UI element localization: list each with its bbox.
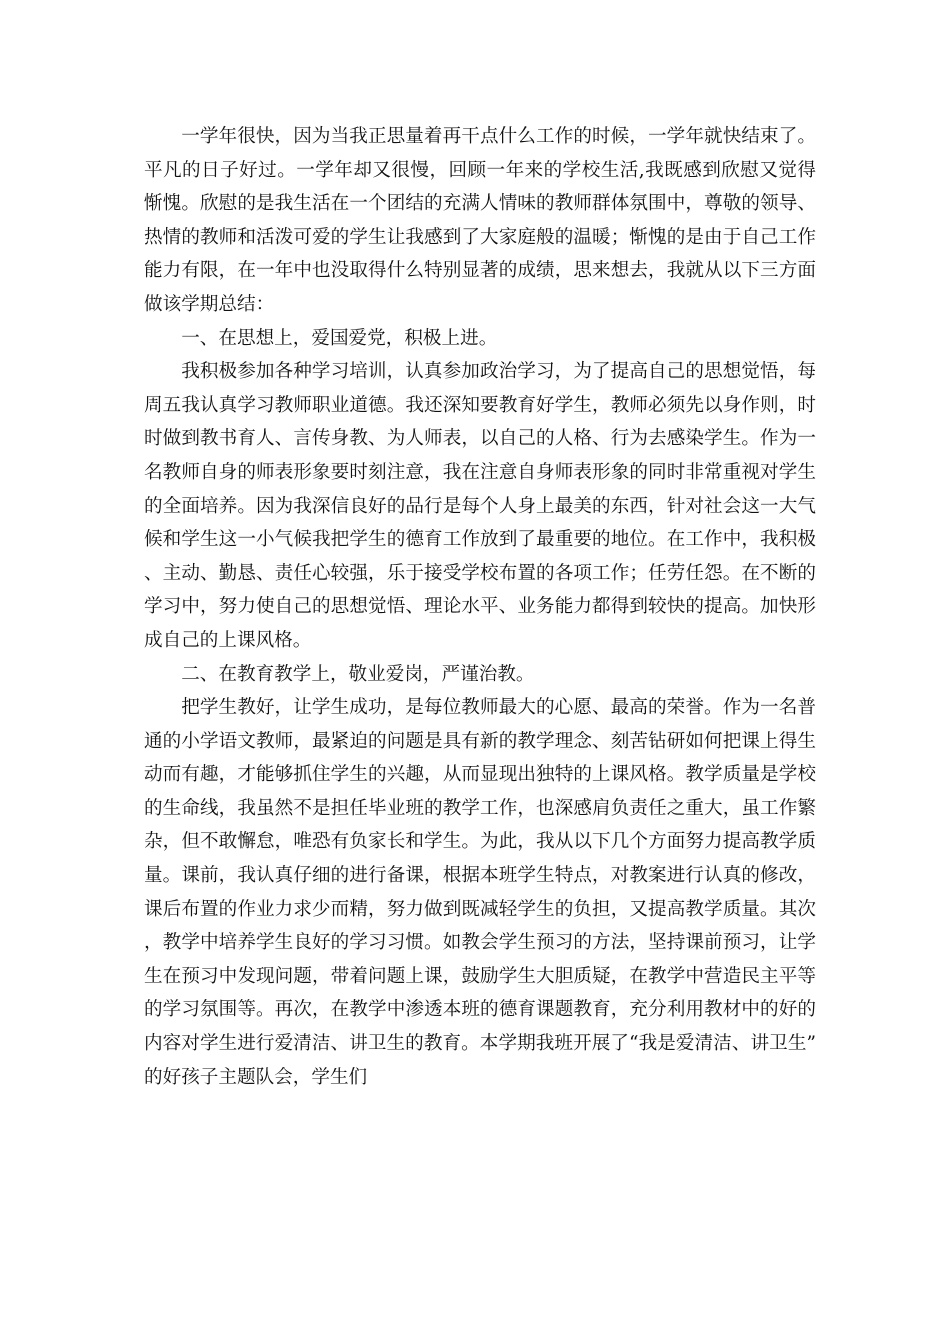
paragraph-ideology: 我积极参加各种学习培训，认真参加政治学习，为了提高自己的思想觉悟，每周五我认真学习教师职业道德。我还深知要教育好学生，教师必须先以身作则，时时做到教书育人、言传身教、为人师表，以自己的人格、行为去感染学生。作为一名教师自身的师表形象要时刻注意，我在注意自身师表形象的同时非常重视对学生的全面培养。因为我深信良好的品行是每个人身上最美的东西，针对社会这一大气候和学生这一小气候我把学生的德育工作放到了最重要的地位。在工作中，我积极、主动、勤恳、责任心较强，乐于接受学校布置的各项工作；任劳任怨。在不断的学习中，努力使自己的思想觉悟、理论水平、业务能力都得到较快的提高。加快形成自己的上课风格。 <box>144 361 816 651</box>
section-heading-ideology: 一、在思想上，爱国爱党，积极上进。 <box>181 327 498 349</box>
paragraph-teaching: 把学生教好，让学生成功，是每位教师最大的心愿、最高的荣誉。作为一名普通的小学语文教师，最紧迫的问题是具有新的教学理念、刻苦钻研如何把课上得生动而有趣，才能够抓住学生的兴趣，从而显现出独特的上课风格。教学质量是学校的生命线，我虽然不是担任毕业班的教学工作，也深感肩负责任之重大，虽工作繁杂，但不敢懈怠，唯恐有负家长和学生。为此，我从以下几个方面努力提高教学质量。课前，我认真仔细的进行备课，根据本班学生特点，对教案进行认真的修改，课后布置的作业力求少而精，努力做到既减轻学生的负担，又提高教学质量。其次，教学中培养学生良好的学习习惯。如教会学生预习的方法，坚持课前预习，让学生在预习中发现问题，带着问题上课，鼓励学生大胆质疑，在教学中营造民主平等的学习氛围等。再次，在教学中渗透本班的德育课题教育，充分利用教材中的好的内容对学生进行爱清洁、讲卫生的教育。本学期我班开展了“我是爱清洁、讲卫生”的好孩子主题队会，学生们 <box>144 697 816 1088</box>
document-body <box>144 120 816 1094</box>
section-heading-teaching: 二、在教育教学上，敬业爱岗，严谨治教。 <box>181 663 535 685</box>
paragraph-intro: 一学年很快，因为当我正思量着再干点什么工作的时候，一学年就快结束了。平凡的日子好过。一学年却又很慢，回顾一年来的学校生活,我既感到欣慰又觉得惭愧。欣慰的是我生活在一个团结的充满人情味的教师群体氛围中，尊敬的领导、热情的教师和活泼可爱的学生让我感到了大家庭般的温暖；惭愧的是由于自己工作能力有限，在一年中也没取得什么特别显著的成绩，思来想去，我就从以下三方面做该学期总结： <box>144 126 816 315</box>
